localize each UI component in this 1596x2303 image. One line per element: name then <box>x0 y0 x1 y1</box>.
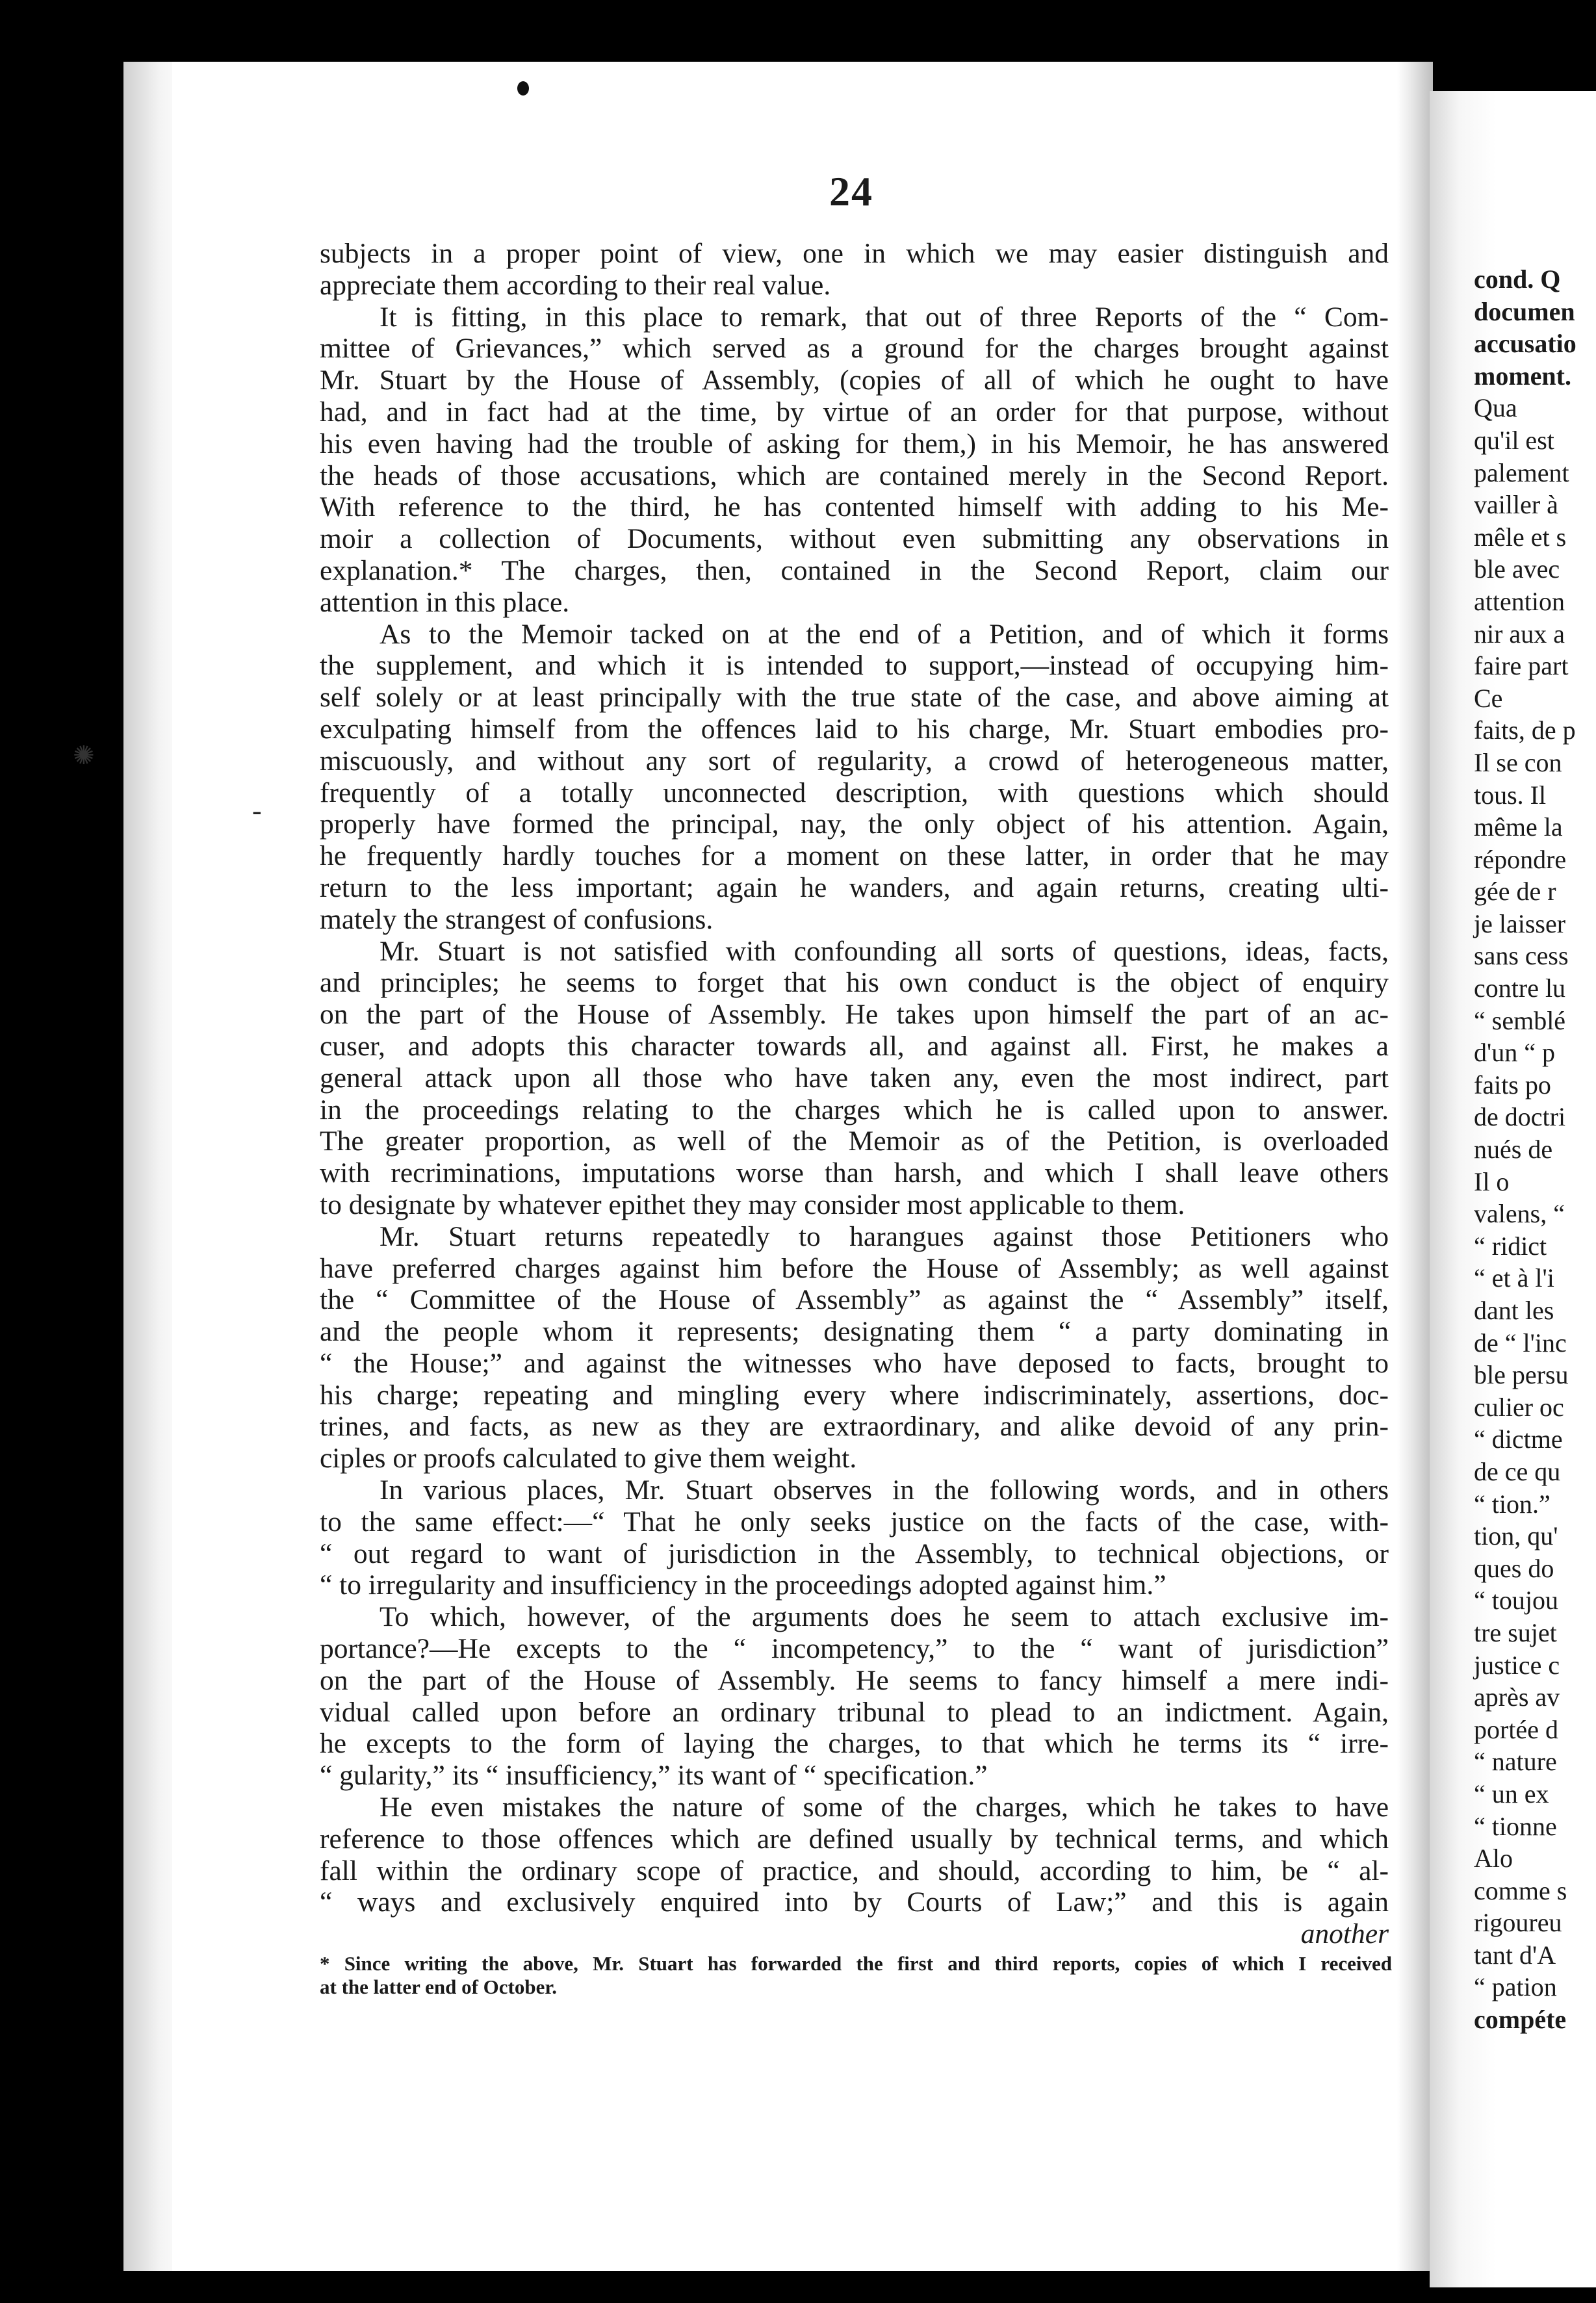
page-number: 24 <box>829 168 873 214</box>
text-line: another <box>1300 1918 1389 1950</box>
facing-page-line: palement <box>1474 457 1569 487</box>
facing-page-line: justice c <box>1474 1650 1560 1680</box>
facing-page-line: Alo <box>1474 1844 1513 1873</box>
punch-hole-mark <box>517 81 529 96</box>
text-line: As to the Memoir tacked on at the end of a Petition, and of which it forms <box>380 618 1389 650</box>
page-edge-shadow <box>1397 62 1433 2271</box>
text-line: had, and in fact had at the time, by virtue of an order for that purpose, without <box>320 396 1389 428</box>
facing-page-line: même la <box>1474 812 1563 842</box>
facing-page-line: “ tion.” <box>1474 1489 1551 1519</box>
facing-page-line: nir aux a <box>1474 619 1565 649</box>
facing-page-line: accusatio <box>1474 329 1577 359</box>
facing-page-line: ble persu <box>1474 1360 1569 1390</box>
facing-page-line: tre sujet <box>1474 1617 1557 1647</box>
text-line: In various places, Mr. Stuart observes in the following words, and in others <box>380 1474 1389 1506</box>
footnote-line: at the latter end of October. <box>320 1975 558 1998</box>
body-text <box>320 238 1389 1950</box>
margin-dash-mark: - <box>252 795 262 827</box>
facing-page-line: faire part <box>1474 651 1569 681</box>
text-line: Mr. Stuart is not satisfied with confounding all sorts of questions, ideas, facts, <box>380 935 1389 967</box>
facing-page-line: valens, “ <box>1474 1199 1565 1229</box>
text-line: portance?—He excepts to the “ incompetency,” to the “ want of jurisdiction” <box>320 1633 1389 1665</box>
facing-page-line: de “ l'inc <box>1474 1328 1567 1357</box>
text-line: he frequently hardly touches for a moment on these latter, in order that he may <box>320 840 1389 872</box>
text-line: general attack upon all those who have taken any, even the most indirect, part <box>320 1062 1389 1094</box>
text-line: the supplement, and which it is intended to support,—instead of occupying him- <box>320 650 1389 682</box>
facing-page-line: de doctri <box>1474 1102 1566 1132</box>
text-line: vidual called upon before an ordinary tribunal to plead to an indictment. Again, <box>320 1696 1389 1728</box>
facing-page-line: “ pation <box>1474 1972 1557 2002</box>
text-line: to the same effect:—“ That he only seeks justice on the facts of the case, with- <box>320 1506 1389 1537</box>
facing-page-line: tous. Il <box>1474 780 1547 810</box>
text-line: the heads of those accusations, which are contained merely in the Second Report. <box>320 459 1389 491</box>
text-line: mately the strangest of confusions. <box>320 903 714 935</box>
facing-page-line: gée de r <box>1474 877 1556 907</box>
facing-page-line: “ un ex <box>1474 1779 1549 1808</box>
text-line: in the proceedings relating to the charges which he is called upon to answer. <box>320 1094 1389 1126</box>
text-line: the “ Committee of the House of Assembly” as against the “ Assembly” itself, <box>320 1284 1389 1316</box>
text-line: trines, and facts, as new as they are extraordinary, and alike devoid of any prin- <box>320 1411 1389 1443</box>
facing-page-line: qu'il est <box>1474 425 1554 455</box>
text-line: self solely or at least principally with the true state of the case, and above aiming at <box>320 682 1389 714</box>
text-line: The greater proportion, as well of the Memoir as of the Petition, is overloaded <box>320 1126 1389 1157</box>
text-line: To which, however, of the arguments does he seem to attach exclusive im- <box>380 1601 1389 1633</box>
facing-page-line: “ semblé <box>1474 1005 1566 1035</box>
facing-page-line: “ toujou <box>1474 1586 1558 1615</box>
facing-page-line: “ nature <box>1474 1747 1557 1777</box>
text-line: subjects in a proper point of view, one in which we may easier distinguish and <box>320 238 1389 269</box>
text-line: moir a collection of Documents, without even submitting any observations in <box>320 523 1389 555</box>
facing-page-line: Il se con <box>1474 747 1562 777</box>
facing-page-line: d'un “ p <box>1474 1038 1555 1068</box>
text-line: explanation.* The charges, then, contained in the Second Report, claim our <box>320 554 1389 586</box>
text-line: “ to irregularity and insufficiency in the proceedings adopted against him.” <box>320 1569 1166 1601</box>
footnote-line: * Since writing the above, Mr. Stuart has forwarded the first and third reports, copies of which I received <box>320 1952 1392 1975</box>
text-line: return to the less important; again he wanders, and again returns, creating ulti- <box>320 871 1389 903</box>
facing-page-line: de ce qu <box>1474 1456 1561 1486</box>
text-line: his charge; repeating and mingling every where indiscriminately, assertions, doc- <box>320 1379 1389 1411</box>
text-line: “ gularity,” its “ insufficiency,” its want of “ specification.” <box>320 1760 988 1792</box>
text-line: With reference to the third, he has contented himself with adding to his Me- <box>320 491 1389 523</box>
facing-page-text <box>1474 263 1596 2036</box>
text-line: attention in this place. <box>320 586 570 618</box>
text-line: and the people whom it represents; designating them “ a party dominating in <box>320 1316 1389 1348</box>
text-line: “ the House;” and against the witnesses who have deposed to facts, brought to <box>320 1347 1389 1379</box>
facing-page-line: “ et à l'i <box>1474 1263 1554 1293</box>
binding-stitch-icon: ✺ <box>73 741 95 771</box>
facing-page-line: culier oc <box>1474 1392 1564 1422</box>
facing-page-line: attention <box>1474 586 1565 616</box>
facing-page-line: “ ridict <box>1474 1231 1547 1261</box>
text-line: “ out regard to want of jurisdiction in the Assembly, to technical objections, or <box>320 1537 1389 1569</box>
text-line: miscuously, and without any sort of regularity, a crowd of heterogeneous matter, <box>320 745 1389 777</box>
facing-page-line: “ tionne <box>1474 1811 1557 1841</box>
text-line: “ ways and exclusively enquired into by Courts of Law;” and this is again <box>320 1886 1389 1918</box>
text-line: He even mistakes the nature of some of the charges, which he takes to have <box>380 1792 1389 1823</box>
facing-page-line: tant d'A <box>1474 1940 1556 1970</box>
facing-page-line: Qua <box>1474 393 1517 423</box>
facing-page-line: rigoureu <box>1474 1908 1562 1938</box>
text-line: his even having had the trouble of asking for them,) in his Memoir, he has answered <box>320 428 1389 459</box>
text-line: frequently of a totally unconnected description, with questions which should <box>320 777 1389 808</box>
text-line: mittee of Grievances,” which served as a ground for the charges brought against <box>320 333 1389 365</box>
facing-page-line: Il o <box>1474 1166 1510 1196</box>
facing-page-line: comme s <box>1474 1875 1567 1905</box>
facing-page-line: sans cess <box>1474 941 1569 971</box>
footnote <box>320 1952 1392 1999</box>
text-line: have preferred charges against him before the House of Assembly; as well against <box>320 1252 1389 1284</box>
facing-page-line: après av <box>1474 1682 1560 1712</box>
facing-page-line: tion, qu' <box>1474 1521 1558 1551</box>
facing-page-line: portée d <box>1474 1714 1558 1744</box>
text-line: ciples or proofs calculated to give them weight. <box>320 1443 857 1474</box>
text-line: exculpating himself from the offences laid to his charge, Mr. Stuart embodies pro- <box>320 713 1389 745</box>
text-line: cuser, and adopts this character towards all, and against all. First, he makes a <box>320 1030 1389 1062</box>
text-line: Mr. Stuart returns repeatedly to harangues against those Petitioners who <box>380 1220 1389 1252</box>
facing-page-line: ques do <box>1474 1553 1554 1583</box>
facing-page-line: contre lu <box>1474 973 1566 1003</box>
text-line: It is fitting, in this place to remark, that out of three Reports of the “ Com- <box>380 301 1389 333</box>
text-line: appreciate them according to their real value. <box>320 269 831 301</box>
facing-page-line: Ce <box>1474 683 1503 713</box>
facing-page-line: je laisser <box>1474 908 1566 938</box>
text-line: he excepts to the form of laying the charges, to that which he terms its “ irre- <box>320 1728 1389 1760</box>
facing-page-line: “ dictme <box>1474 1424 1563 1454</box>
facing-page-line: compéte <box>1474 2005 1567 2035</box>
facing-page-line: faits po <box>1474 1070 1551 1100</box>
facing-page-line: répondre <box>1474 844 1567 874</box>
facing-page-line: moment. <box>1474 361 1571 391</box>
text-line: on the part of the House of Assembly. He seems to fancy himself a mere indi- <box>320 1664 1389 1696</box>
facing-page-line: ble avec <box>1474 554 1560 584</box>
facing-page-line: nués de <box>1474 1135 1553 1164</box>
facing-page-line: vailler à <box>1474 490 1558 520</box>
text-line: Mr. Stuart by the House of Assembly, (copies of all of which he ought to have <box>320 365 1389 396</box>
text-line: and principles; he seems to forget that his own conduct is the object of enquiry <box>320 967 1389 999</box>
facing-page-line: faits, de p <box>1474 715 1576 745</box>
text-line: on the part of the House of Assembly. He takes upon himself the part of an ac- <box>320 999 1389 1031</box>
facing-page-line: mêle et s <box>1474 522 1567 552</box>
facing-page-line: documen <box>1474 296 1575 326</box>
text-line: with recriminations, imputations worse than harsh, and which I shall leave others <box>320 1157 1389 1189</box>
text-line: fall within the ordinary scope of practice, and should, according to him, be “ al- <box>320 1855 1389 1886</box>
facing-page-line: cond. Q <box>1474 264 1561 294</box>
text-line: to designate by whatever epithet they may consider most applicable to them. <box>320 1189 1185 1220</box>
text-line: properly have formed the principal, nay, the only object of his attention. Again, <box>320 808 1389 840</box>
facing-page-line: dant les <box>1474 1296 1554 1325</box>
text-line: reference to those offences which are defined usually by technical terms, and which <box>320 1823 1389 1855</box>
